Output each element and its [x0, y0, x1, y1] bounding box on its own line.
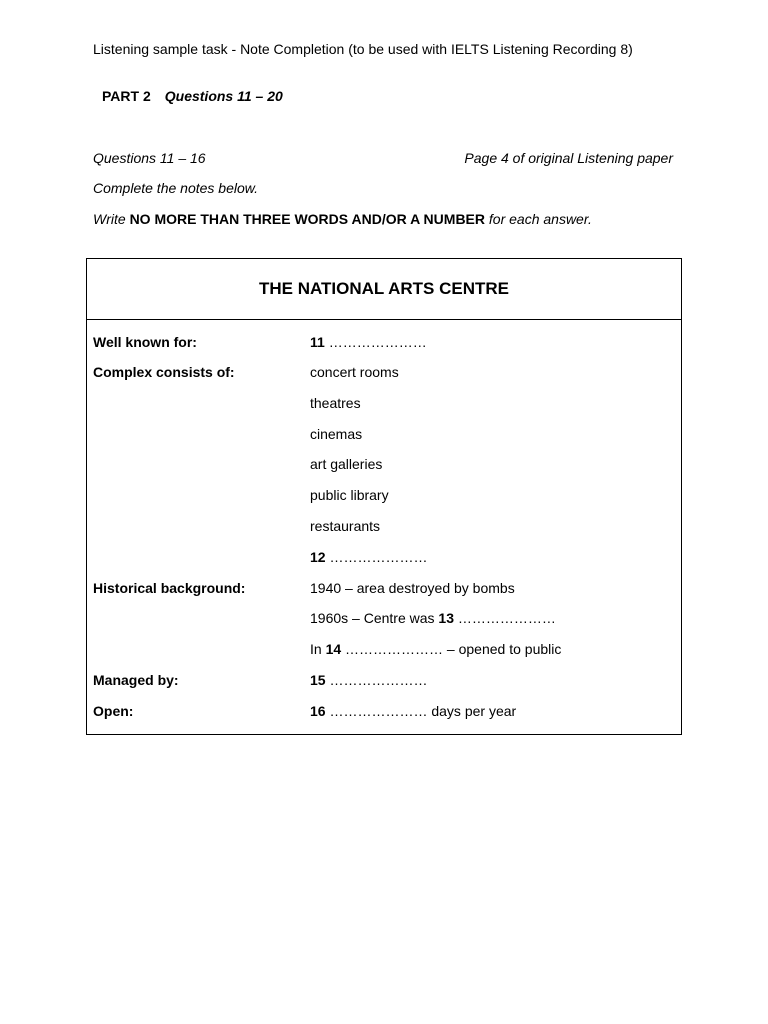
answer-prefix: 1960s – Centre was — [310, 610, 439, 626]
question-number-15: 15 — [310, 672, 326, 688]
answer-line-16 — [310, 703, 516, 719]
answer-suffix: – opened to public — [443, 641, 562, 657]
item-restaurants: restaurants — [310, 518, 381, 534]
label-historical-background: Historical background: — [93, 580, 246, 596]
item-theatres: theatres — [310, 395, 361, 411]
question-number-13: 13 — [438, 610, 454, 626]
item-1940: 1940 – area destroyed by bombs — [310, 580, 515, 596]
item-art-galleries: art galleries — [310, 456, 383, 472]
answer-prefix: In — [310, 641, 326, 657]
answer-blank-15[interactable]: ………………… — [329, 672, 428, 688]
question-number-12: 12 — [310, 549, 326, 565]
question-number-16: 16 — [310, 703, 326, 719]
label-complex-consists-of: Complex consists of: — [93, 364, 235, 380]
answer-blank-13[interactable]: ………………… — [457, 610, 556, 626]
document-header: Listening sample task - Note Completion (to be used with IELTS Listening Recording 8) — [93, 41, 633, 57]
answer-blank-14[interactable]: ………………… — [345, 641, 444, 657]
part-heading — [102, 88, 283, 104]
item-cinemas: cinemas — [310, 426, 363, 442]
answer-suffix: days per year — [427, 703, 517, 719]
instruction-emphasis: NO MORE THAN THREE WORDS AND/OR A NUMBER — [129, 211, 485, 227]
notes-title: THE NATIONAL ARTS CENTRE — [259, 279, 509, 298]
answer-blank-12[interactable]: ………………… — [329, 549, 428, 565]
item-concert-rooms: concert rooms — [310, 364, 399, 380]
question-range: Questions 11 – 16 — [93, 150, 206, 166]
label-open: Open: — [93, 703, 134, 719]
answer-blank-11[interactable]: ………………… — [328, 334, 427, 350]
question-number-11: 11 — [310, 334, 325, 350]
question-number-14: 14 — [325, 641, 342, 657]
part-label: PART 2 — [102, 88, 151, 104]
instruction-prefix: Write — [93, 211, 130, 227]
answer-line-11 — [310, 334, 427, 350]
answer-blank-16[interactable]: ………………… — [329, 703, 428, 719]
instruction-complete-notes: Complete the notes below. — [93, 180, 258, 196]
item-public-library: public library — [310, 487, 389, 503]
answer-line-15 — [310, 672, 427, 688]
answer-line-12 — [310, 549, 427, 565]
answer-line-13 — [310, 610, 556, 626]
page-reference: Page 4 of original Listening paper — [464, 150, 673, 166]
part-questions: Questions 11 – 20 — [164, 88, 283, 104]
instruction-word-limit — [93, 211, 592, 227]
label-managed-by: Managed by: — [93, 672, 179, 688]
label-well-known-for: Well known for: — [93, 334, 197, 350]
answer-line-14 — [310, 641, 561, 657]
notes-title-bar — [87, 259, 681, 320]
instruction-suffix: for each answer. — [485, 211, 592, 227]
notes-box — [86, 258, 682, 735]
